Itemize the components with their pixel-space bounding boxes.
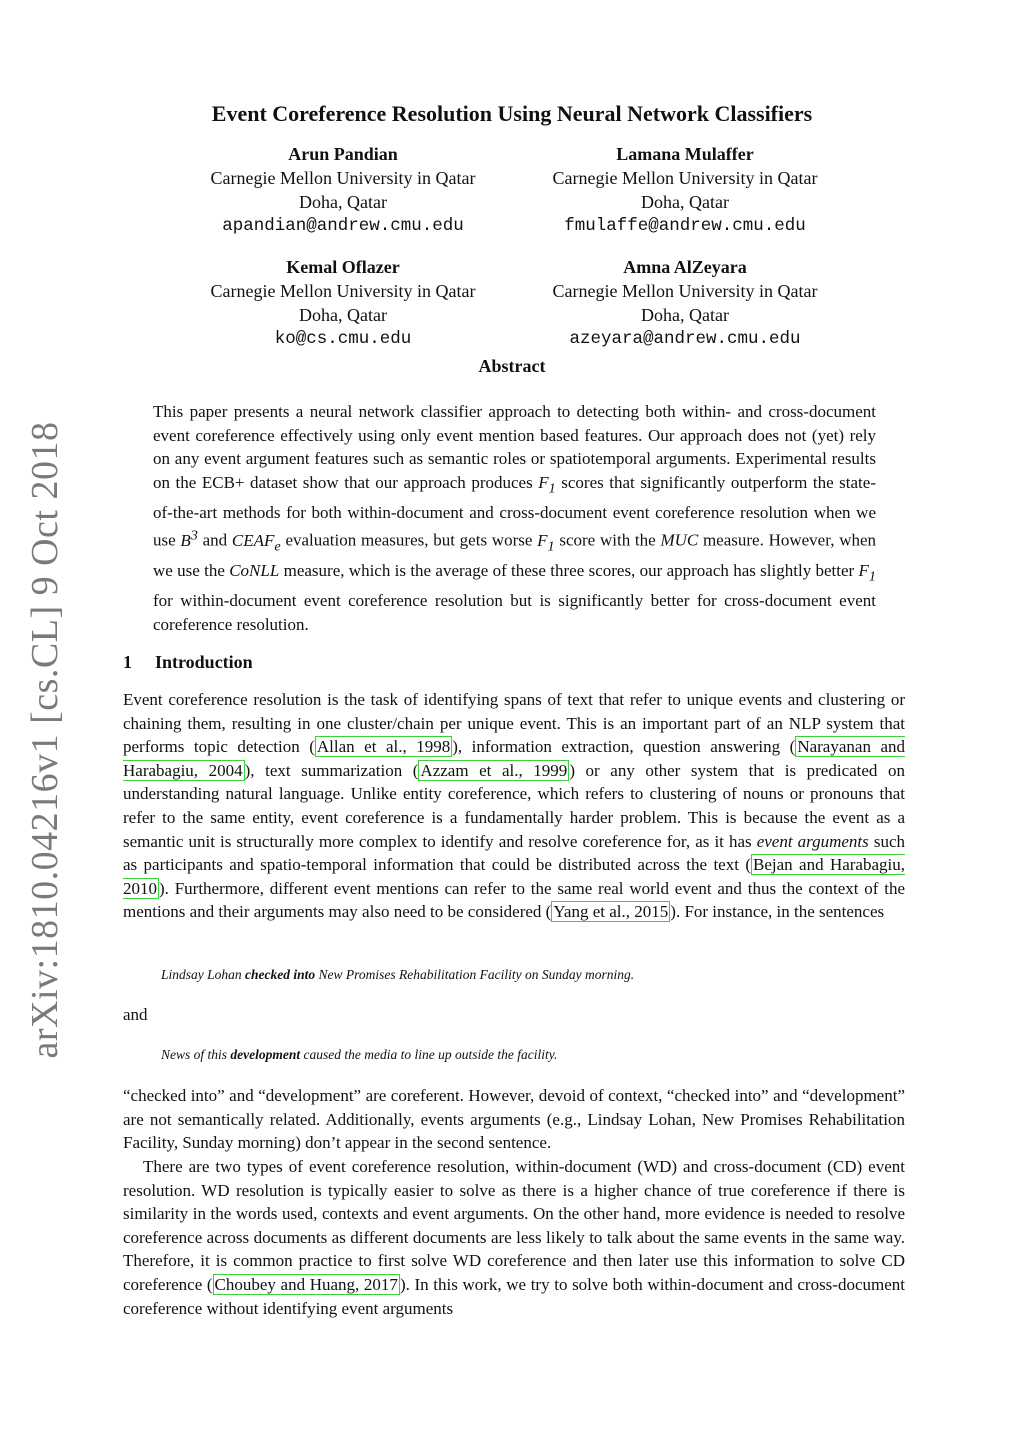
author-location: Doha, Qatar (299, 305, 387, 325)
author-block (505, 142, 865, 238)
author-location: Doha, Qatar (299, 192, 387, 212)
author-block (163, 255, 523, 351)
author-location: Doha, Qatar (641, 192, 729, 212)
author-affiliation: Carnegie Mellon University in Qatar (210, 168, 476, 188)
math-f1: $F_1$ (537, 531, 555, 555)
citation-link[interactable]: Allan et al., 1998 (316, 737, 451, 757)
math-ceaf: $CEAF_e$ (231, 531, 281, 555)
author-email: fmulaffe@andrew.cmu.edu (564, 216, 806, 236)
author-block (163, 142, 523, 238)
author-email: apandian@andrew.cmu.edu (222, 216, 464, 236)
citation-link[interactable]: Yang et al., 2015 (553, 902, 669, 922)
math-f1: $F_1$ (538, 472, 556, 497)
author-affiliation: Carnegie Mellon University in Qatar (210, 281, 476, 301)
citation-link[interactable]: Narayanan and Harabagiu, 2004 (123, 737, 906, 780)
event-mention: development (230, 1047, 301, 1062)
author-name: Amna AlZeyara (623, 257, 747, 277)
abstract-body (153, 400, 876, 636)
paragraph: “checked into” and “development” are coreferent. However, devoid of context, “checked into” and “development” are not semantically related. Additionally, events arguments (e.g., Lindsay Lohan, New Promises Rehabilitation Facility, Sunday morning) don’t appear in the second sentence. (123, 1086, 905, 1153)
paragraph: There are two types of event coreference resolution, within-document (WD) and cross-document (CD) event resolution. WD resolution is typically easier to solve as there is a higher chance of true coreference if there is similarity in the words used, contexts and event arguments. On the other hand, more evidence is needed to resolve coreference across documents as different documents are less likely to talk about the same events in the same way. Therefore, it is common practice to first solve WD coreference and then later use this information to solve CD coreference ( Choubey and Huang, 2017 ). In this work, we try to solve both within-document and cross-document coreference without identifying event arguments (123, 1157, 905, 1318)
author-name: Arun Pandian (288, 144, 398, 164)
math-b3: $B^3$ (180, 527, 198, 551)
author-name: Lamana Mulaffer (616, 144, 754, 164)
arxiv-identifier: arXiv:1810.04216v1 [cs.CL] 9 Oct 2018 (24, 421, 66, 1059)
author-affiliation: Carnegie Mellon University in Qatar (552, 281, 818, 301)
author-location: Doha, Qatar (641, 305, 729, 325)
abstract-heading: Abstract (478, 356, 546, 376)
abstract-text: measure, which is the average of these three scores, our approach has slightly better (279, 561, 859, 580)
abstract-text: evaluation measures, but gets worse (280, 531, 538, 551)
author-name: Kemal Oflazer (286, 257, 400, 277)
abstract-text: scores that significantly outperform the state-of-the-art methods for both within-document and cross-document event coreference resolution when we use (153, 472, 876, 551)
section-title: Introduction (155, 652, 253, 672)
abstract-text: measure. However, when we use the (153, 531, 877, 580)
citation-link[interactable]: Choubey and Huang, 2017 (214, 1274, 398, 1294)
paragraph: Event coreference resolution is the task of identifying spans of text that refer to unique events and clustering or chaining them, resulting in one cluster/chain per unique event. This is an important part of an NLP system that performs topic detection ( Allan et al., 1998 ), information extraction, question answering ( Narayanan and Harabagiu, 2004 ), text summarization ( Azzam et al., 1999 ) or any other system that is predicated on understanding natural language. Unlike entity coreference, which refers to clustering of nouns or pronouns that refer to the same entity, event coreference is a fundamentally harder problem. This is because the event as a semantic unit is structurally more complex to identify and resolve coreference for, as it has event arguments such as participants and spatio-temporal information that could be distributed across the text ( Bejan and Harabagiu, 2010 ). Furthermore, different event mentions can refer to the same real world event and thus the context of the mentions and their arguments may also need to be considered ( Yang et al., 2015 ). For instance, in the sentences (123, 690, 906, 922)
example-sentence: News of this development caused the media to line up outside the facility. (161, 1047, 558, 1062)
section-heading (123, 652, 253, 673)
abstract-text: score with the (554, 531, 661, 551)
math-conll: CoNLL (229, 561, 280, 580)
citation-link[interactable]: Bejan and Harabagiu, 2010 (123, 855, 905, 898)
connector-text: and (123, 1005, 148, 1024)
author-affiliation: Carnegie Mellon University in Qatar (552, 168, 818, 188)
abstract-text: This paper presents a neural network classifier approach to detecting both within- and cross-document event coreference effectively using only event mention based features. Our approach does not (yet) rely on any event argument features such as semantic roles or spatiotemporal arguments. Experimental results on the ECB+ dataset show that our approach produces (153, 402, 876, 492)
paper-title: Event Coreference Resolution Using Neural Network Classifiers (211, 101, 813, 126)
author-email: ko@cs.cmu.edu (274, 329, 412, 349)
section-number: 1 (123, 652, 132, 672)
event-mention: checked into (245, 967, 316, 982)
author-block (505, 255, 865, 351)
abstract-text: for within-document event coreference resolution but is significantly better for cross-document event coreference resolution. (153, 590, 876, 634)
citation-link[interactable]: Azzam et al., 1999 (420, 760, 568, 780)
example-sentence: Lindsay Lohan checked into New Promises Rehabilitation Facility on Sunday morning. (161, 967, 635, 982)
emphasis: event arguments (756, 831, 869, 851)
author-email: azeyara@andrew.cmu.edu (569, 329, 801, 349)
abstract-text: and (197, 531, 232, 551)
math-muc: MUC (660, 531, 699, 551)
math-f1: $F_1$ (858, 561, 876, 585)
